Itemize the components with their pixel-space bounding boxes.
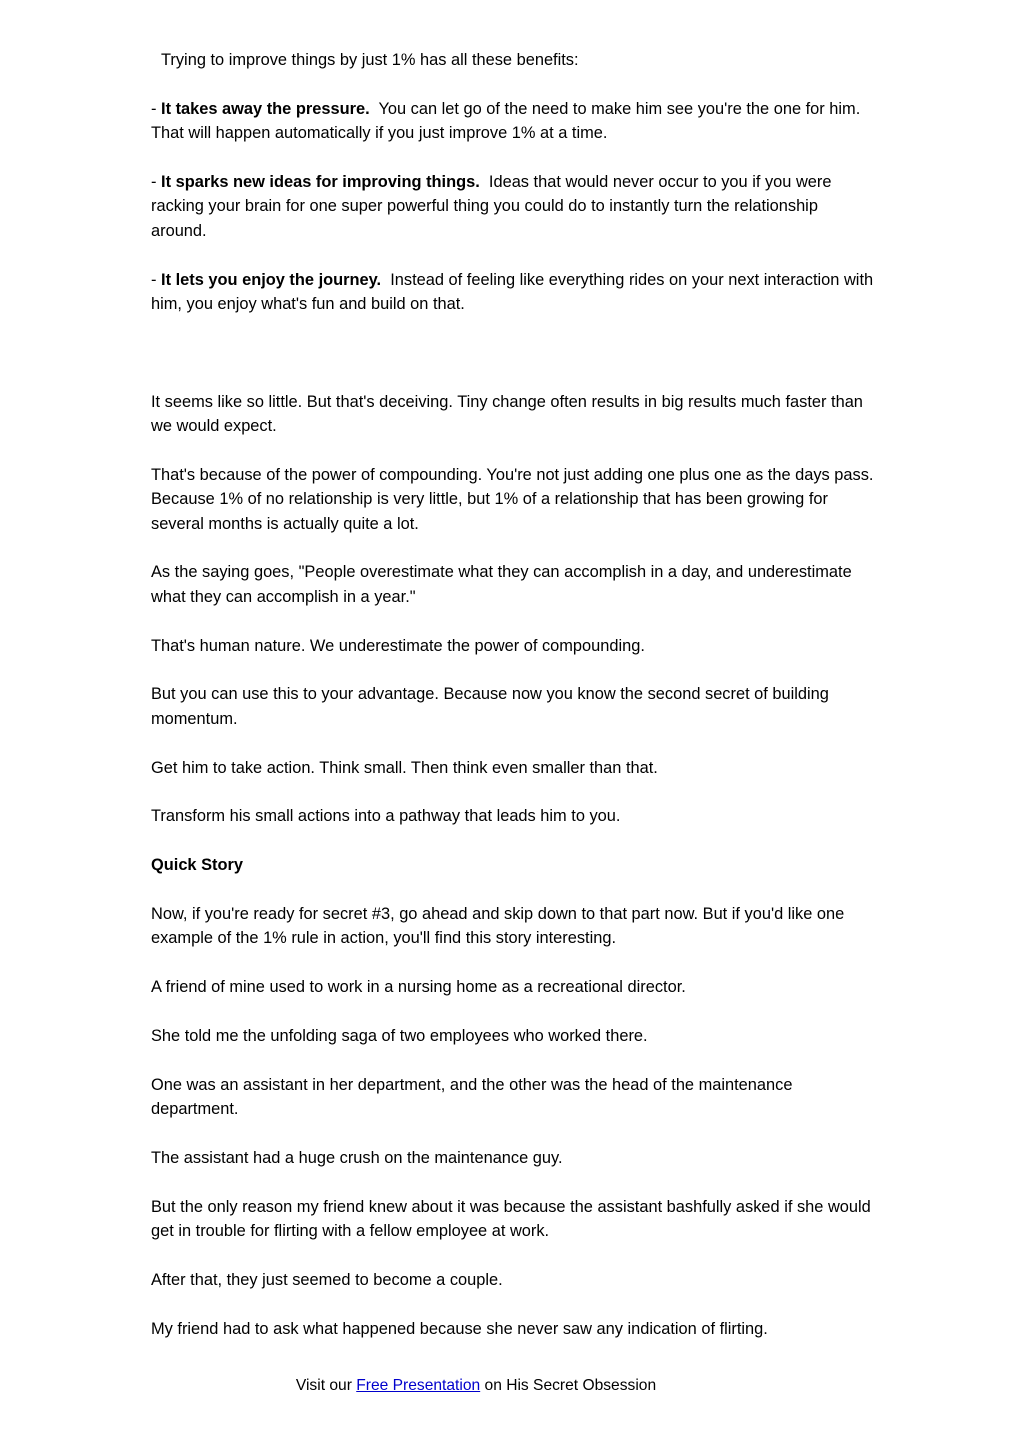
story-paragraph: A friend of mine used to work in a nursing home as a recreational director. (151, 978, 686, 997)
benefit-title: It lets you enjoy the journey. (161, 270, 382, 289)
free-presentation-link[interactable]: Free Presentation (356, 1377, 481, 1394)
body-paragraph: Transform his small actions into a pathway that leads him to you. (151, 807, 621, 826)
benefit-text: You can let go of the need to make him see you're the one for him. That will happen automatically if you just improve 1% at a time. (151, 99, 861, 143)
bullet-dash: - (151, 270, 162, 289)
bullet-dash: - (151, 173, 162, 191)
story-paragraph: But the only reason my friend knew about it was because the assistant bashfully asked if she would get in trouble for flirting with a fellow employee at work. (151, 1197, 871, 1241)
section-spacer (151, 341, 876, 390)
intro-paragraph: Trying to improve things by just 1% has all these benefits: (161, 51, 579, 69)
benefit-text: Ideas that would never occur to you if you were racking your brain for one super powerful thing you could do to instantly turn the relationship around. (151, 173, 832, 240)
document-body (151, 48, 876, 1366)
benefit-item (151, 170, 876, 243)
benefit-item (151, 97, 876, 146)
story-paragraph: She told me the unfolding saga of two employees who worked there. (151, 1027, 648, 1046)
body-paragraph: It seems like so little. But that's deceiving. Tiny change often results in big results much faster than we would expect. (151, 392, 863, 436)
footer-prefix: Visit our (295, 1377, 357, 1394)
footer-suffix: on His Secret Obsession (480, 1377, 657, 1394)
story-paragraph: One was an assistant in her department, and the other was the head of the maintenance department. (151, 1075, 793, 1119)
bullet-dash: - (151, 99, 162, 118)
section-heading: Quick Story (151, 856, 243, 875)
body-paragraph: As the saying goes, "People overestimate what they can accomplish in a day, and underestimate what they can accomplish in a year." (151, 563, 852, 606)
benefit-text: Instead of feeling like everything rides on your next interaction with him, you enjoy what's fun and build on that. (151, 270, 874, 314)
body-paragraph: But you can use this to your advantage. Because now you know the second secret of building momentum. (151, 685, 829, 728)
page-footer (0, 1374, 952, 1398)
benefit-item (151, 268, 876, 317)
story-paragraph: After that, they just seemed to become a couple. (151, 1271, 503, 1290)
body-paragraph: Get him to take action. Think small. Then think even smaller than that. (151, 758, 658, 777)
benefit-title: It takes away the pressure. (161, 99, 370, 118)
body-paragraph: That's because of the power of compounding. You're not just adding one plus one as the days pass. Because 1% of no relationship is very little, but 1% of a relationship that has been growing for several months is actually quite a lot. (151, 465, 874, 533)
story-paragraph: My friend had to ask what happened because she never saw any indication of flirting. (151, 1319, 768, 1338)
story-paragraph: The assistant had a huge crush on the maintenance guy. (151, 1149, 563, 1168)
story-paragraph: Now, if you're ready for secret #3, go ahead and skip down to that part now. But if you'd like one example of the 1% rule in action, you'll find this story interesting. (151, 905, 845, 948)
benefit-title: It sparks new ideas for improving things. (161, 173, 480, 191)
body-paragraph: That's human nature. We underestimate the power of compounding. (151, 636, 645, 655)
